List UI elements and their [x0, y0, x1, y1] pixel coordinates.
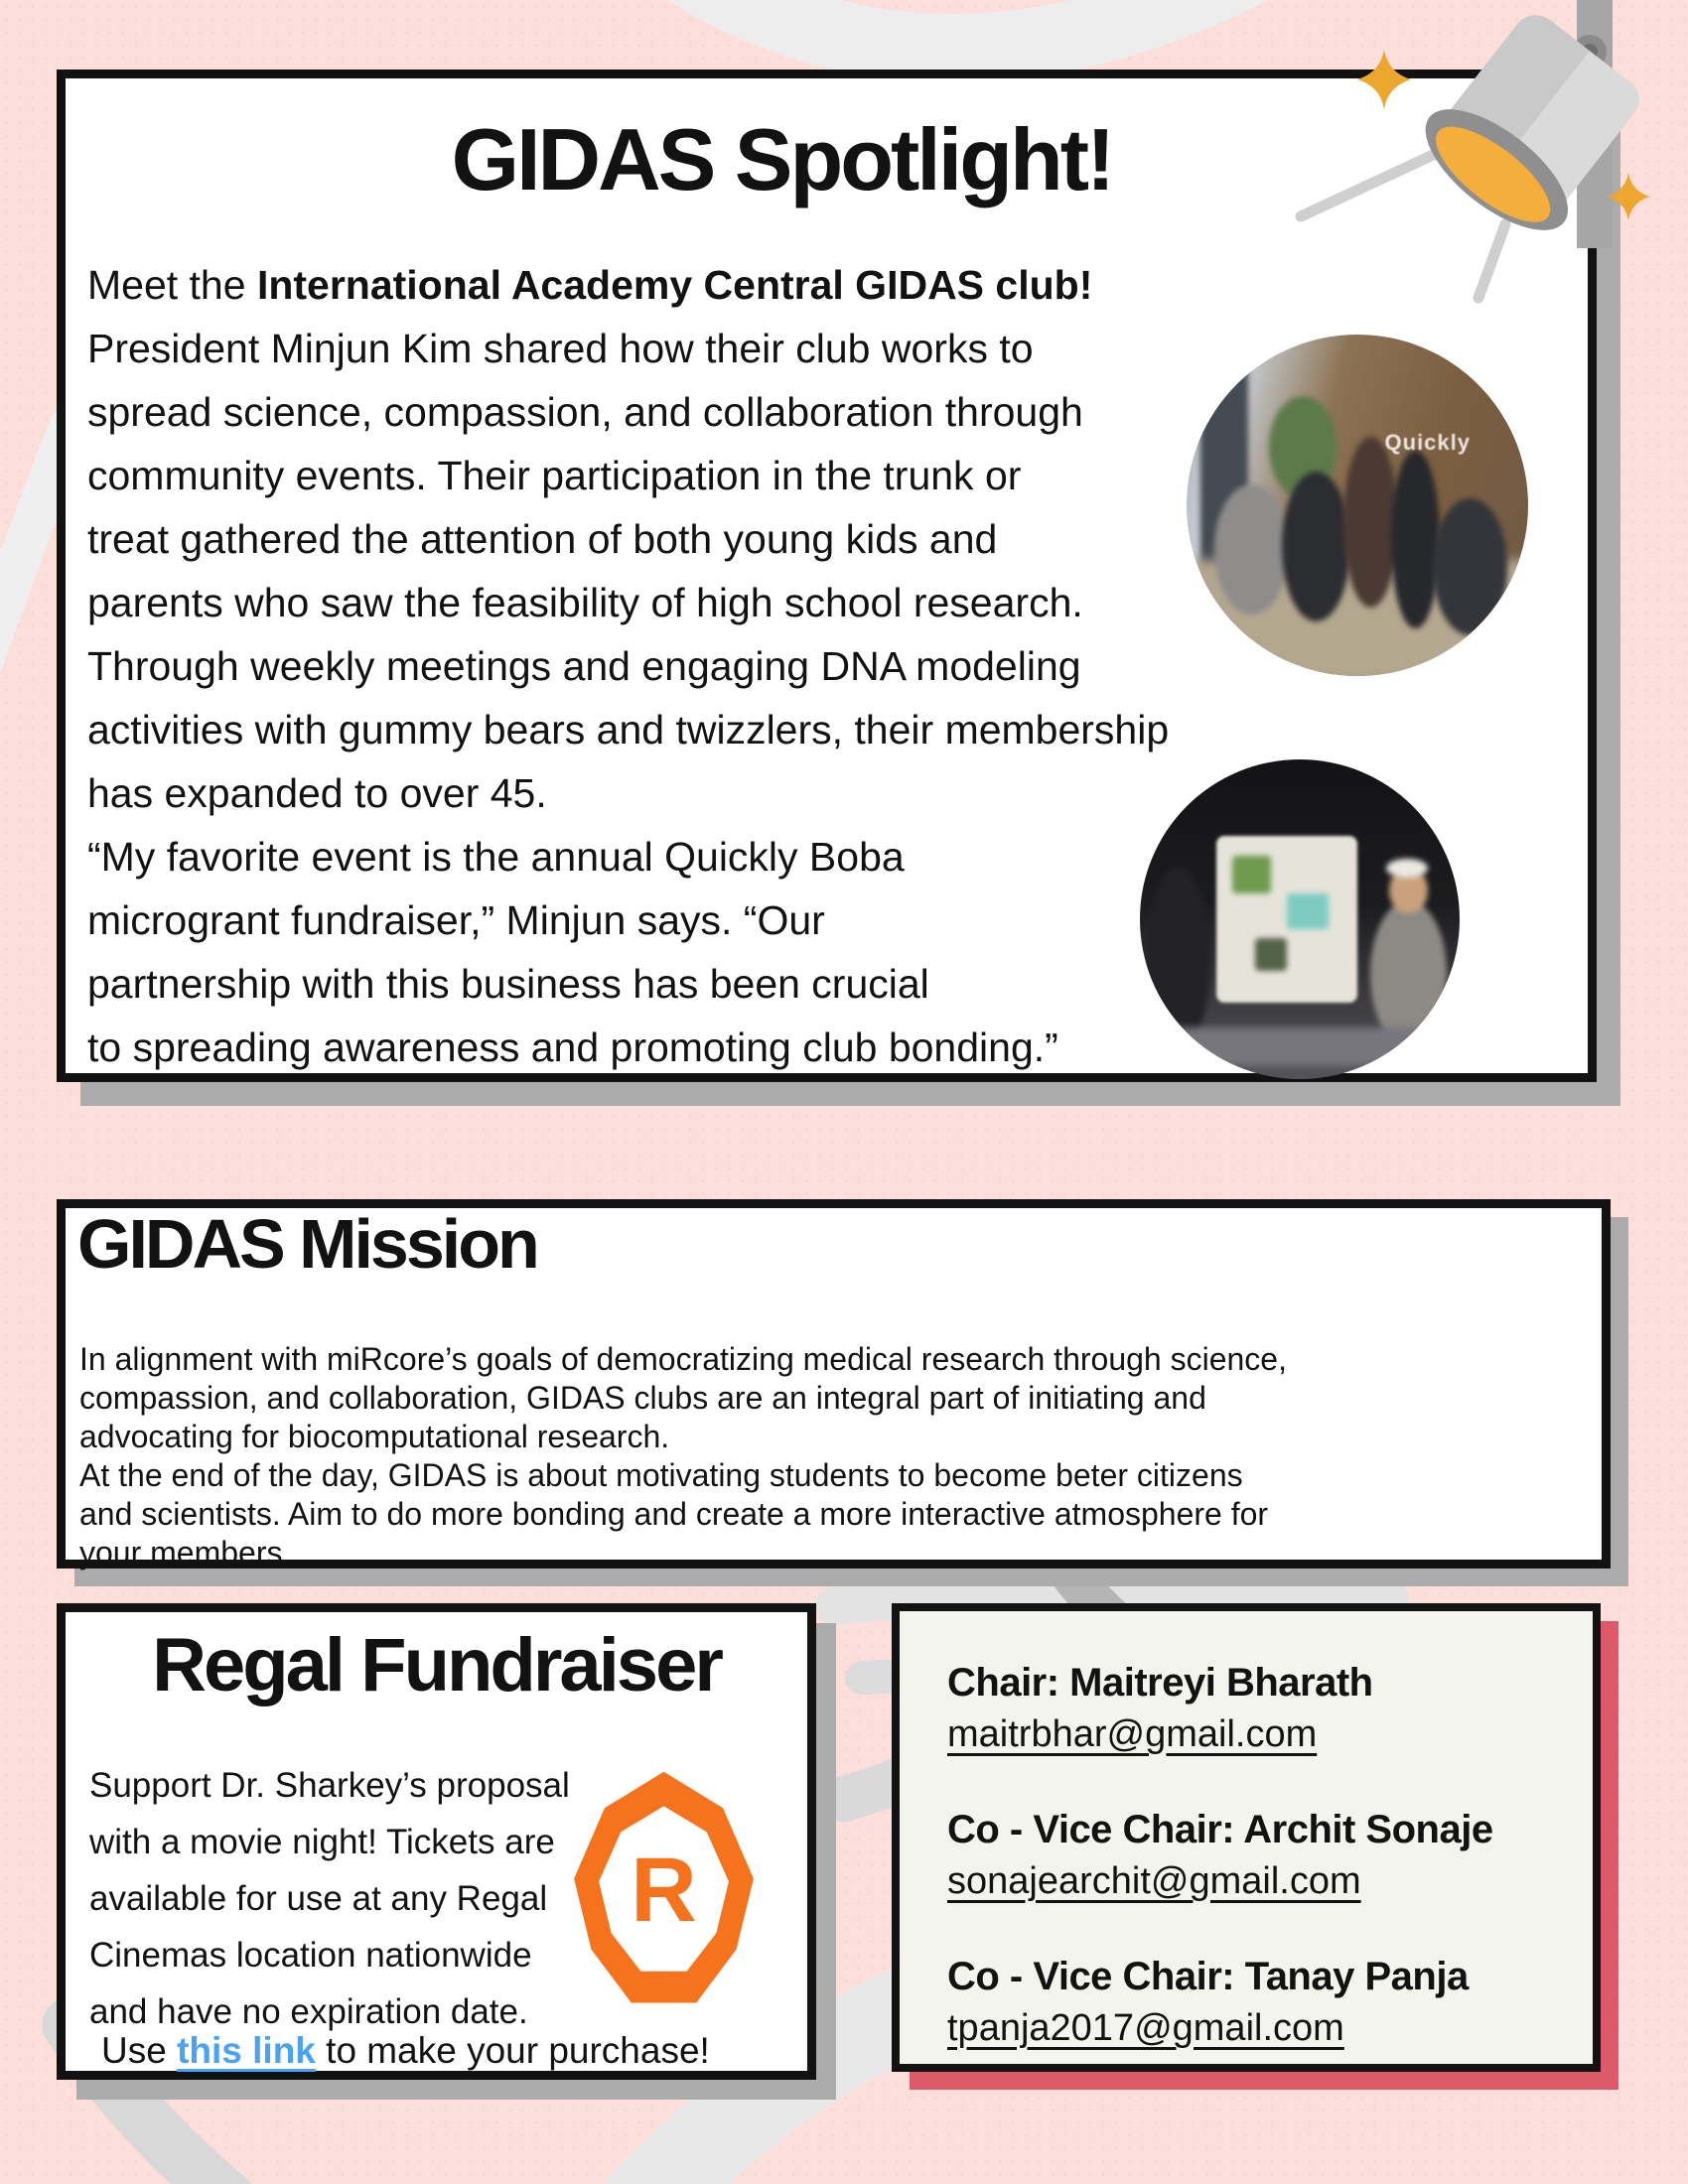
mission-paragraph — [79, 1340, 1287, 1572]
contact-section — [892, 1603, 1601, 2072]
mission-body-line: your members. — [79, 1535, 292, 1570]
sparkle-icon — [1605, 171, 1652, 222]
contact-entry — [947, 1804, 1493, 1907]
photo-trunk-or-treat — [1140, 759, 1460, 1079]
mission-body-line: compassion, and collaboration, GIDAS clubs are an integral part of initiating and — [79, 1380, 1206, 1416]
purchase-link[interactable]: this link — [177, 2030, 316, 2071]
spotlight-body-line: spread science, compassion, and collaboration through — [87, 389, 1083, 435]
contact-name: Co - Vice Chair: Tanay Panja — [947, 1955, 1469, 1998]
photo2-person-right — [1370, 900, 1447, 1047]
spotlight-body-line: community events. Their participation in the trunk or — [87, 453, 1022, 498]
mission-title: GIDAS Mission — [77, 1205, 537, 1283]
regal-fundraiser-section — [57, 1603, 816, 2080]
regal-body-line: available for use at any Regal — [89, 1879, 548, 1918]
photo2-headband — [1386, 859, 1428, 878]
contact-email-link[interactable]: tpanja2017@gmail.com — [947, 2007, 1344, 2049]
spotlight-title: GIDAS Spotlight! — [451, 110, 1113, 208]
mission-section — [57, 1199, 1611, 1569]
mission-body-line: advocating for biocomputational research. — [79, 1419, 670, 1454]
photo2-bumper — [1159, 1027, 1440, 1066]
regal-body-line: and have no expiration date. — [89, 1992, 528, 2031]
swoosh-top — [616, 0, 1251, 49]
spotlight-body-line: treat gathered the attention of both young kids and — [87, 516, 998, 562]
mission-body-line: In alignment with miRcore’s goals of democratizing medical research through science, — [79, 1341, 1287, 1377]
spotlight-body-line: has expanded to over 45. — [87, 770, 547, 816]
regal-cta-line — [101, 2030, 710, 2072]
contact-name: Chair: Maitreyi Bharath — [947, 1661, 1373, 1705]
regal-paragraph — [89, 1757, 570, 2040]
photo1-person — [1433, 498, 1508, 635]
contact-email-link[interactable]: maitrbhar@gmail.com — [947, 1713, 1318, 1755]
mission-body-line: and scientists. Aim to do more bonding and create a more interactive atmosphere for — [79, 1496, 1269, 1532]
contact-entry — [947, 1951, 1493, 2054]
photo1-person — [1214, 484, 1290, 614]
spotlight-section — [57, 69, 1597, 1082]
photo2-poster-dark — [1255, 938, 1287, 970]
cta-suffix: to make your purchase! — [315, 2030, 710, 2071]
photo2-poster-teal — [1287, 893, 1329, 928]
photo2-person-left — [1146, 868, 1209, 1053]
spotlight-quote-line: to spreading awareness and promoting club bonding.” — [87, 1024, 1058, 1070]
photo1-person — [1282, 472, 1350, 621]
photo2-poster-green — [1232, 856, 1271, 894]
spotlight-body-line: Through weekly meetings and engaging DNA modeling — [87, 643, 1081, 689]
photo1-person — [1343, 437, 1398, 608]
photo1-person — [1391, 451, 1439, 628]
regal-logo-icon — [547, 1766, 780, 2014]
photo1-quickly-sign: Quickly — [1384, 430, 1471, 456]
spotlight-body-line: parents who saw the feasibility of high school research. — [87, 580, 1083, 625]
regal-title: Regal Fundraiser — [152, 1623, 721, 1707]
spotlight-body-line: President Minjun Kim shared how their club works to — [87, 326, 1034, 371]
regal-logo-letter: R — [631, 1837, 697, 1941]
spotlight-paragraph — [87, 253, 1169, 1079]
spotlight-body-line: activities with gummy bears and twizzlers, their membership — [87, 707, 1170, 752]
intro-club-name: International Academy Central GIDAS club! — [256, 262, 1093, 308]
spotlight-quote-line: partnership with this business has been crucial — [87, 961, 929, 1007]
regal-body-line: Support Dr. Sharkey’s proposal — [89, 1766, 570, 1805]
mission-body-line: At the end of the day, GIDAS is about motivating students to become beter citizens — [79, 1457, 1243, 1493]
spotlight-quote-line: microgrant fundraiser,” Minjun says. “Our — [87, 897, 825, 943]
cta-prefix: Use — [101, 2030, 178, 2071]
contact-name: Co - Vice Chair: Archit Sonaje — [947, 1808, 1493, 1851]
intro-prefix: Meet the — [87, 262, 257, 308]
spotlight-quote-line: “My favorite event is the annual Quickly Boba — [87, 834, 905, 880]
regal-body-line: with a movie night! Tickets are — [89, 1823, 555, 1861]
spotlight-intro-line — [87, 253, 1169, 317]
contact-entry — [947, 1657, 1493, 1760]
contact-list — [947, 1657, 1493, 2098]
regal-body-line: Cinemas location nationwide — [89, 1936, 532, 1975]
sparkle-icon — [1354, 48, 1414, 111]
contact-email-link[interactable]: sonajearchit@gmail.com — [947, 1860, 1361, 1902]
photo-boba-shop — [1187, 335, 1528, 676]
